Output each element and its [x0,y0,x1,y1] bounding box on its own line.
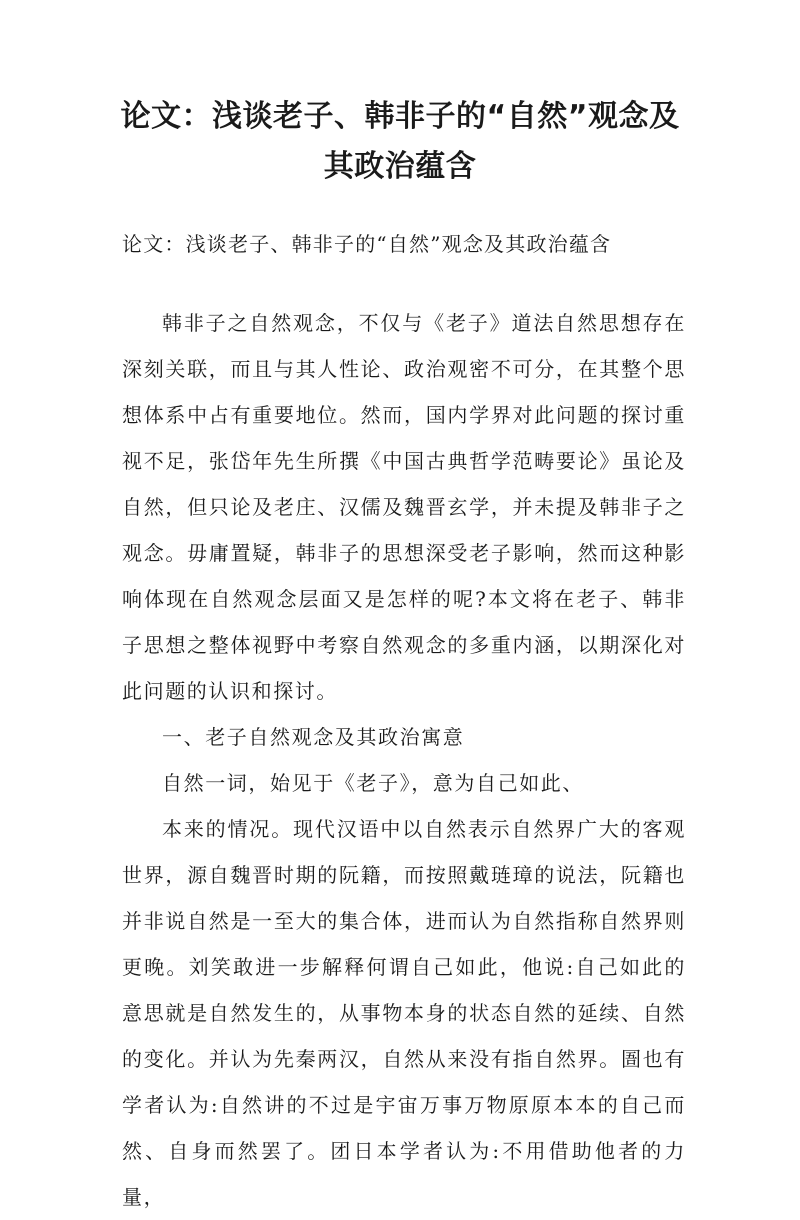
document-subtitle: 论文：浅谈老子、韩非子的“自然”观念及其政治蕴含 [122,232,612,256]
paragraph-explanation: 本来的情况。现代汉语中以自然表示自然界广大的客观世界，源自魏晋时期的阮籍，而按照戴琏璋的说法，阮籍也并非说自然是一至大的集合体，进而认为自然指称自然界则更晚。刘笑敢进一步解释何谓自己如此，他说:自己如此的意思就是自然发生的，从事物本身的状态自然的延续、自然的变化。并认为先秦两汉，自然从来没有指自然界。圄也有学者认为:自然讲的不过是宇宙万事万物原原本本的自己而然、自身而然罢了。团日本学者认为:不用借助他者的力量， [122,817,686,1209]
document-body [122,300,686,1220]
paragraph-definition: 自然一词，始见于《老子》，意为自己如此、 [162,771,584,795]
title-line-1: 论文：浅谈老子、韩非子的“自然”观念及 [120,99,680,134]
document-title [100,92,700,192]
paragraph-intro: 韩非子之自然观念，不仅与《老子》道法自然思想存在深刻关联，而且与其人性论、政治观密不可分，在其整个思想体系中占有重要地位。然而，国内学界对此问题的探讨重视不足，张岱年先生所撰《中国古典哲学范畴要论》虽论及自然，但只论及老庄、汉儒及魏晋玄学，并未提及韩非子之观念。毋庸置疑，韩非子的思想深受老子影响，然而这种影响体现在自然观念层面又是怎样的呢?本文将在老子、韩非子思想之整体视野中考察自然观念的多重内涵，以期深化对此问题的认识和探讨。 [122,311,686,703]
section-heading: 一、老子自然观念及其政治寓意 [162,725,465,749]
title-line-2: 其政治蕴含 [323,149,477,184]
